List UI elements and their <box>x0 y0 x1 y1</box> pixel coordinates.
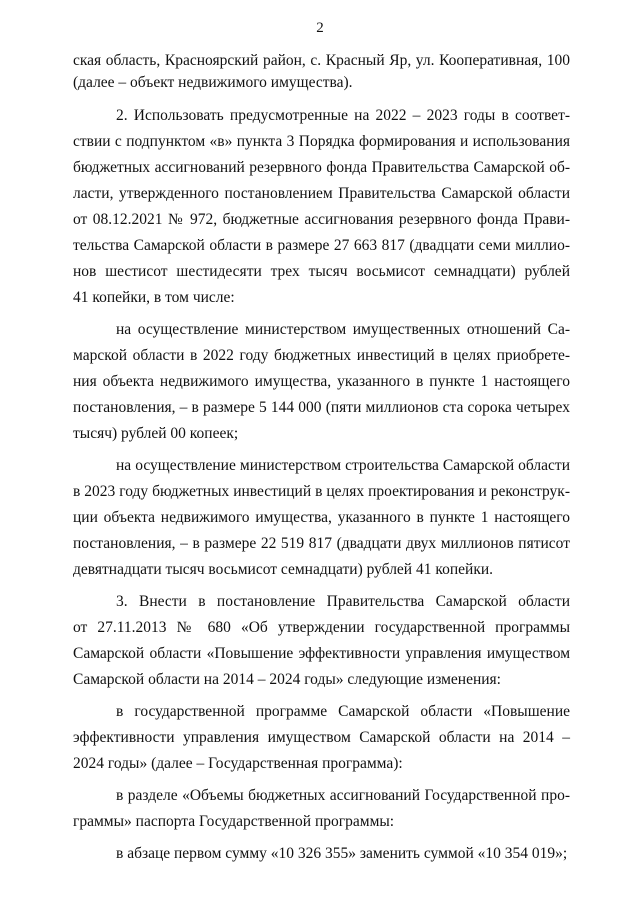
text-line: ласти, утвержденного постановлением Правительства Самарской области <box>73 185 570 202</box>
text-line: (далее – объект недвижимого имущества). <box>73 74 353 91</box>
text-line: в государственной программе Самарской области «Повышение <box>116 703 570 720</box>
text-line: ствии с подпунктом «в» пункта 3 Порядка формирования и использования <box>73 133 570 150</box>
text-line: от 27.11.2013 № 680 «Об утверждении государственной программы <box>73 619 570 636</box>
text-line: на осуществление министерством строительства Самарской области <box>116 457 570 474</box>
page-number: 2 <box>316 20 324 36</box>
text-line: ская область, Красноярский район, с. Красный Яр, ул. Кооперативная, 100 <box>73 52 570 69</box>
text-line: тельства Самарской области в размере 27 663 817 (двадцати семи миллио- <box>73 237 570 254</box>
text-line: в разделе «Объемы бюджетных ассигнований Государственной про- <box>116 787 570 804</box>
text-line: ции объекта недвижимого имущества, указанного в пункте 1 настоящего <box>73 509 570 526</box>
text-line: 2024 годы» (далее – Государственная программа): <box>73 755 403 772</box>
text-line: от 08.12.2021 № 972, бюджетные ассигнования резервного фонда Прави- <box>73 211 570 228</box>
text-line: 3. Внести в постановление Правительства Самарской области <box>116 593 570 610</box>
text-line: Самарской области на 2014 – 2024 годы» следующие изменения: <box>73 671 501 688</box>
text-line: в 2023 году бюджетных инвестиций в целях проектирования и реконструк- <box>73 483 570 500</box>
text-line: тысяч) рублей 00 копеек; <box>73 425 239 442</box>
text-line: 41 копейки, в том числе: <box>73 289 235 306</box>
text-line: постановления, – в размере 22 519 817 (двадцати двух миллионов пятисот <box>73 535 570 552</box>
text-line: граммы» паспорта Государственной программы: <box>73 813 395 830</box>
text-line: девятнадцати тысяч восьмисот семнадцати) рублей 41 копейки. <box>73 561 494 578</box>
text-line: эффективности управления имуществом Самарской области на 2014 – <box>73 729 570 746</box>
text-line: 2. Использовать предусмотренные на 2022 – 2023 годы в соответ- <box>116 107 570 124</box>
text-line: Самарской области «Повышение эффективности управления имуществом <box>73 645 570 662</box>
text-line: на осуществление министерством имущественных отношений Са- <box>116 321 570 338</box>
text-line: ния объекта недвижимого имущества, указанного в пункте 1 настоящего <box>73 373 570 390</box>
text-line: нов шестисот шестидесяти трех тысяч восьмисот семнадцати) рублей <box>73 263 570 280</box>
text-line: в абзаце первом сумму «10 326 355» заменить суммой «10 354 019»; <box>116 845 568 862</box>
text-line: бюджетных ассигнований резервного фонда Правительства Самарской об- <box>73 159 570 176</box>
text-line: марской области в 2022 году бюджетных инвестиций в целях приобрете- <box>73 347 570 364</box>
text-line: постановления, – в размере 5 144 000 (пяти миллионов ста сорока четырех <box>73 399 570 416</box>
